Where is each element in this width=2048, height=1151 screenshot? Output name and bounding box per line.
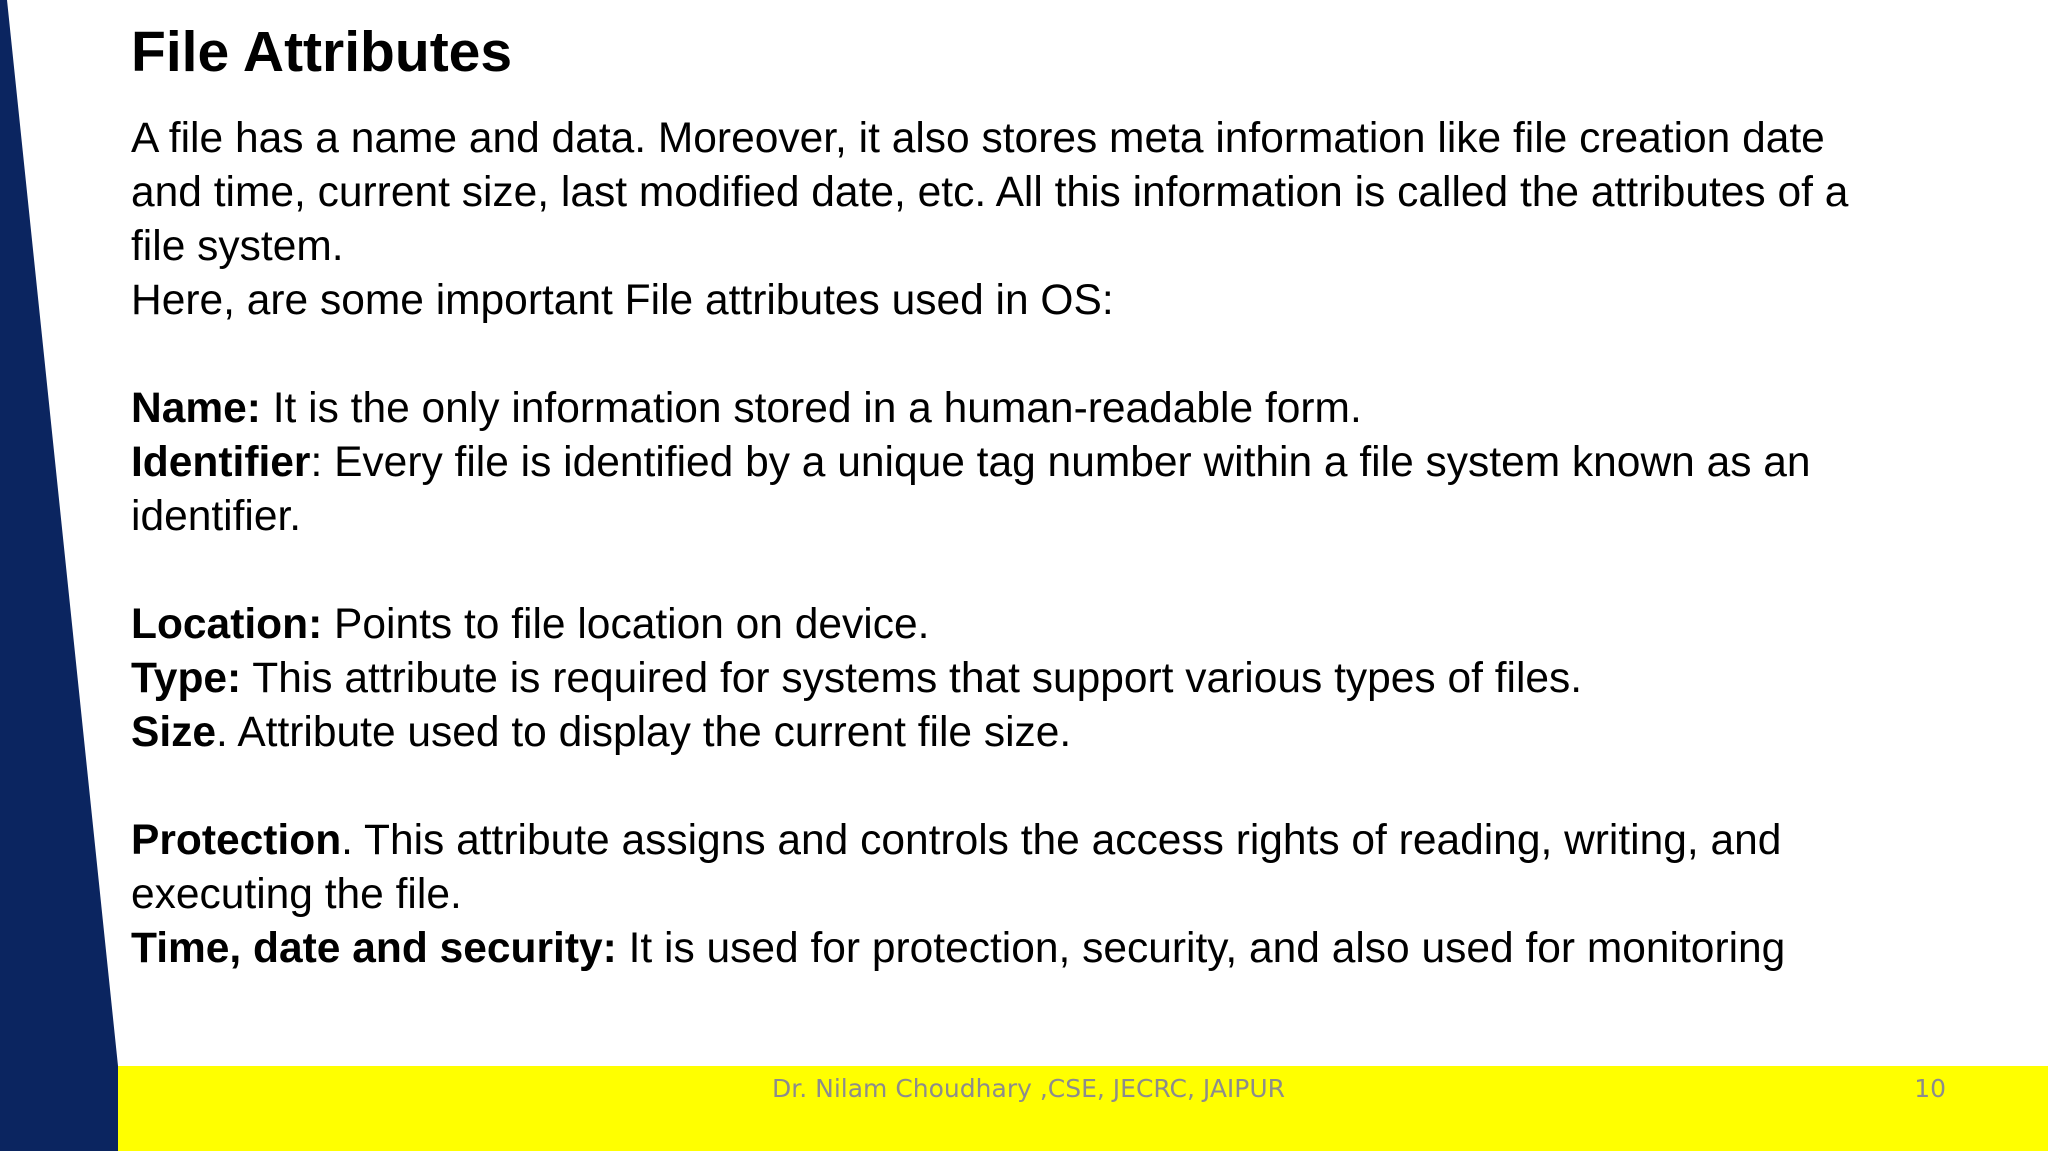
left-band-shape bbox=[0, 0, 118, 1151]
intro-line-1: A file has a name and data. Moreover, it also stores meta information like file creation date bbox=[131, 115, 1825, 162]
attribute-location-text: Points to file location on device. bbox=[322, 601, 930, 648]
attribute-identifier-term: Identifier bbox=[131, 439, 311, 486]
attribute-type-term: Type: bbox=[131, 655, 242, 702]
attribute-time-date-security bbox=[131, 922, 2011, 976]
attribute-size bbox=[131, 706, 2011, 760]
attribute-size-text: . Attribute used to display the current file size. bbox=[216, 709, 1072, 756]
intro-line-3: file system. bbox=[131, 223, 344, 270]
attribute-name-term: Name: bbox=[131, 385, 261, 432]
slide-body bbox=[131, 112, 2011, 976]
attribute-location bbox=[131, 598, 2011, 652]
attribute-time-date-security-term: Time, date and security: bbox=[131, 925, 617, 972]
attribute-time-date-security-text: It is used for protection, security, and also used for monitoring bbox=[616, 925, 1786, 972]
attribute-type-text: This attribute is required for systems that support various types of files. bbox=[241, 655, 1583, 702]
attribute-protection-text: . This attribute assigns and controls the access rights of reading, writing, and bbox=[341, 817, 1782, 864]
attribute-type bbox=[131, 652, 2011, 706]
attribute-identifier-continuation: identifier. bbox=[131, 493, 302, 540]
intro-line-4: Here, are some important File attributes used in OS: bbox=[131, 277, 1114, 324]
attribute-size-term: Size bbox=[131, 709, 217, 756]
attribute-identifier bbox=[131, 436, 2011, 490]
footer-author: Dr. Nilam Choudhary ,CSE, JECRC, JAIPUR bbox=[772, 1074, 1286, 1103]
attribute-protection bbox=[131, 814, 2011, 868]
attribute-protection-term: Protection bbox=[131, 817, 342, 864]
attribute-location-term: Location: bbox=[131, 601, 323, 648]
left-decorative-band bbox=[0, 0, 130, 1151]
attribute-identifier-text: : Every file is identified by a unique tag number within a file system known as an bbox=[310, 439, 1811, 486]
intro-line-2: and time, current size, last modified date, etc. All this information is called the attributes of a bbox=[131, 169, 1849, 216]
slide-title: File Attributes bbox=[131, 20, 513, 84]
attribute-name-text: It is the only information stored in a human-readable form. bbox=[260, 385, 1362, 432]
slide-number: 10 bbox=[1914, 1074, 1946, 1103]
attribute-name bbox=[131, 382, 2011, 436]
attribute-protection-continuation: executing the file. bbox=[131, 871, 462, 918]
